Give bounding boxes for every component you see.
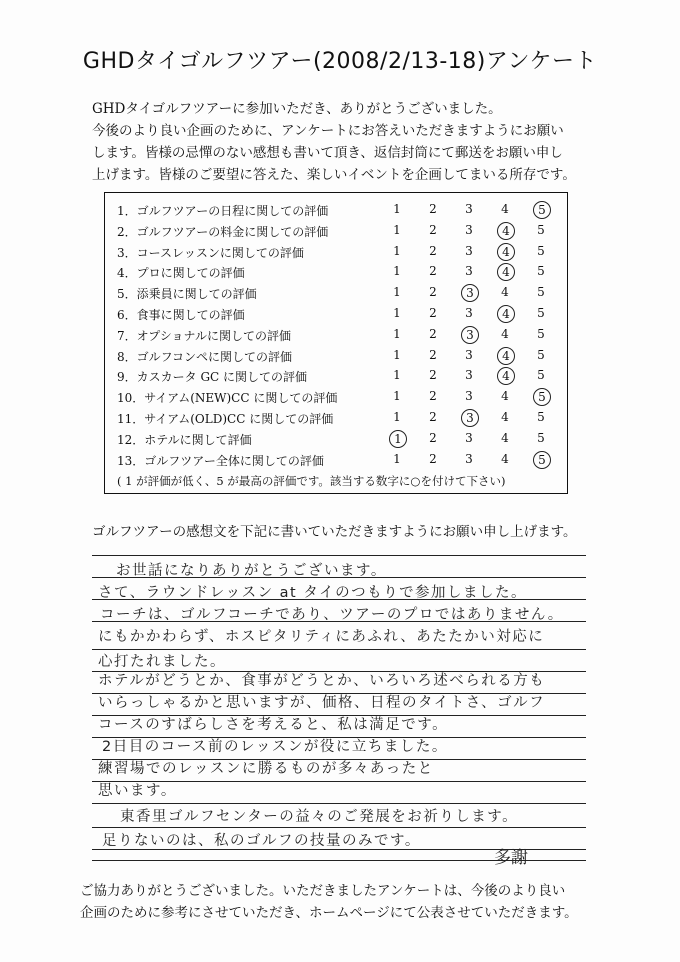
score-option[interactable]: 2 [429,306,437,320]
question-label: 11．サイアム(OLD)CC に関しての評価 [117,412,334,426]
rating-table [104,192,568,494]
question-label: 12．ホテルに関して評価 [117,432,252,447]
score-option[interactable]: 5 [537,368,545,383]
score-option[interactable]: 1 [393,410,401,424]
closing-paragraph [80,880,620,924]
question-row [105,431,567,452]
survey-title: GHDタイゴルフツアー(2008/2/13-18)アンケート [82,49,598,74]
question-row [105,410,567,431]
score-option-selected[interactable]: 5 [533,388,551,406]
score-option[interactable]: 4 [501,430,509,445]
handwritten-comment-line: コースのすばらしさを考えると、私は満足です。 [98,717,449,733]
comments-heading: ゴルフツアーの感想文を下記に書いていただきますようにお願い申し上げます。 [92,524,577,540]
score-option[interactable]: 3 [465,430,473,445]
handwritten-comment-line: 心打たれました。 [98,654,226,670]
score-option[interactable]: 3 [465,389,473,404]
question-label: 13．ゴルフツアー全体に関しての評価 [117,453,324,468]
intro-line: します。皆様の忌憚のない感想も書いて頂き、返信封筒にて郵送をお願い申し [92,145,563,161]
question-label: 9．カスカータ GC に関しての評価 [117,370,308,385]
handwritten-comment-line: 足りないのは、私のゴルフの技量のみです。 [102,833,421,849]
score-option[interactable]: 5 [537,243,545,258]
question-label: 1．ゴルフツアーの日程に関しての評価 [117,204,329,218]
score-option[interactable]: 2 [429,389,437,404]
score-option-selected[interactable]: 4 [497,305,515,323]
score-option[interactable]: 2 [429,326,437,341]
score-option[interactable]: 4 [501,389,509,404]
question-label: 10．サイアム(NEW)CC に関しての評価 [117,391,338,406]
rating-legend: ( 1 が評価が低く、5 が最高の評価です。該当する数字に○を付けて下さい) [117,474,506,488]
handwritten-comment-line: 思います。 [98,783,177,799]
score-option[interactable]: 3 [465,222,473,237]
question-row [105,389,567,410]
score-option[interactable]: 1 [393,347,401,362]
score-option[interactable]: 3 [465,243,473,258]
intro-paragraph [92,98,612,186]
score-option[interactable]: 1 [393,326,401,341]
question-label: 5．添乗員に関しての評価 [117,287,257,302]
question-label: 4．プロに関しての評価 [117,266,245,281]
score-option[interactable]: 4 [501,202,509,216]
intro-line: 今後のより良い企画のために、アンケートにお答えいただきますようにお願い [92,123,564,139]
closing-line: 企画のために参考にさせていただき、ホームページにて公表させていただきます。 [80,905,578,921]
question-row [105,348,567,369]
score-option[interactable]: 5 [537,410,545,424]
score-option[interactable]: 5 [537,306,545,320]
question-row [105,327,567,348]
score-option[interactable]: 2 [429,410,437,424]
score-option-selected[interactable]: 5 [533,201,551,219]
handwritten-comment-line: コーチは、ゴルフコーチであり、ツアーのプロではありません。 [100,607,564,623]
question-label: 8．ゴルフコンペに関しての評価 [117,349,293,364]
question-row [105,264,567,285]
score-option[interactable]: 1 [393,222,401,237]
score-option[interactable]: 3 [465,451,473,466]
score-option[interactable]: 3 [465,347,473,362]
question-row [105,306,567,327]
score-option[interactable]: 3 [465,306,473,320]
signature: 多謝 [494,848,528,868]
handwritten-comment-line: いらっしゃるかと思いますが、価格、日程のタイトさ、ゴルフ [98,695,546,711]
score-option[interactable]: 2 [429,285,437,300]
score-option[interactable]: 1 [393,243,401,258]
score-option-selected[interactable]: 4 [497,263,515,281]
score-option[interactable]: 2 [429,347,437,362]
score-option-selected[interactable]: 4 [497,222,515,240]
score-option[interactable]: 2 [429,368,437,383]
intro-line: GHDタイゴルフツアーに参加いただき、ありがとうございました。 [92,101,502,117]
score-option[interactable]: 5 [537,347,545,362]
score-option-selected[interactable]: 4 [497,243,515,261]
question-label: 7．オプショナルに関しての評価 [117,328,291,343]
score-option-selected[interactable]: 4 [497,367,515,385]
question-row [105,285,567,306]
question-row [105,368,567,389]
score-option[interactable]: 4 [501,285,509,300]
handwritten-comment-line: 東香里ゴルフセンターの益々のご発展をお祈りします。 [120,809,519,825]
score-option[interactable]: 5 [537,430,545,445]
score-option-selected[interactable]: 3 [461,284,479,302]
score-option[interactable]: 4 [501,451,509,466]
score-option[interactable]: 2 [429,222,437,237]
score-option-selected[interactable]: 5 [533,451,551,469]
handwritten-comment-line: にもかかわらず、ホスピタリティにあふれ、あたたかい対応に [98,629,545,645]
score-option[interactable]: 2 [429,202,437,216]
score-option[interactable]: 5 [537,285,545,300]
score-option-selected[interactable]: 4 [497,347,515,365]
score-option[interactable]: 1 [393,368,401,383]
score-option[interactable]: 4 [501,326,509,341]
question-label: 3．コースレッスンに関しての評価 [117,245,304,260]
score-option[interactable]: 2 [429,451,437,466]
writing-line [92,803,586,804]
score-option-selected[interactable]: 3 [461,409,479,427]
score-option[interactable]: 2 [429,243,437,258]
handwritten-comment-line: ホテルがどうとか、食事がどうとか、いろいろ述べられる方も [98,673,546,689]
writing-line [92,827,586,828]
question-label: 2．ゴルフツアーの料金に関しての評価 [117,224,329,239]
score-option-selected[interactable]: 1 [389,430,407,448]
score-option[interactable]: 3 [465,202,473,216]
score-option[interactable]: 1 [393,285,401,300]
score-option[interactable]: 3 [465,368,473,383]
score-option[interactable]: 1 [393,306,401,320]
score-option[interactable]: 5 [537,222,545,237]
score-option[interactable]: 1 [393,389,401,404]
question-row [105,223,567,244]
question-row [105,452,567,473]
intro-line: 上げます。皆様のご要望に答えた、楽しいイベントを企画してまいる所存です。 [92,167,576,183]
question-label: 6．食事に関しての評価 [117,308,245,322]
score-option[interactable]: 3 [465,264,473,279]
score-option[interactable]: 5 [537,264,545,279]
score-option[interactable]: 5 [537,326,545,341]
score-option[interactable]: 4 [501,410,509,424]
score-option[interactable]: 1 [393,264,401,279]
handwritten-comment-line: さて、ラウンドレッスン at タイのつもりで参加しました。 [98,585,528,601]
closing-line: ご協力ありがとうございました。いただきましたアンケートは、今後のより良い [80,883,566,899]
handwritten-comment-line: 練習場でのレッスンに勝るものが多々あったと [98,761,434,777]
score-option[interactable]: 1 [393,451,401,466]
question-row [105,202,567,223]
score-option[interactable]: 2 [429,430,437,445]
handwritten-comment-line: お世話になりありがとうございます。 [116,563,387,579]
score-option[interactable]: 2 [429,264,437,279]
score-option-selected[interactable]: 3 [461,326,479,344]
question-row [105,244,567,265]
writing-line [92,555,586,556]
handwritten-comment-line: 2日目のコース前のレッスンが役に立ちました。 [102,739,448,755]
score-option[interactable]: 1 [393,202,401,216]
